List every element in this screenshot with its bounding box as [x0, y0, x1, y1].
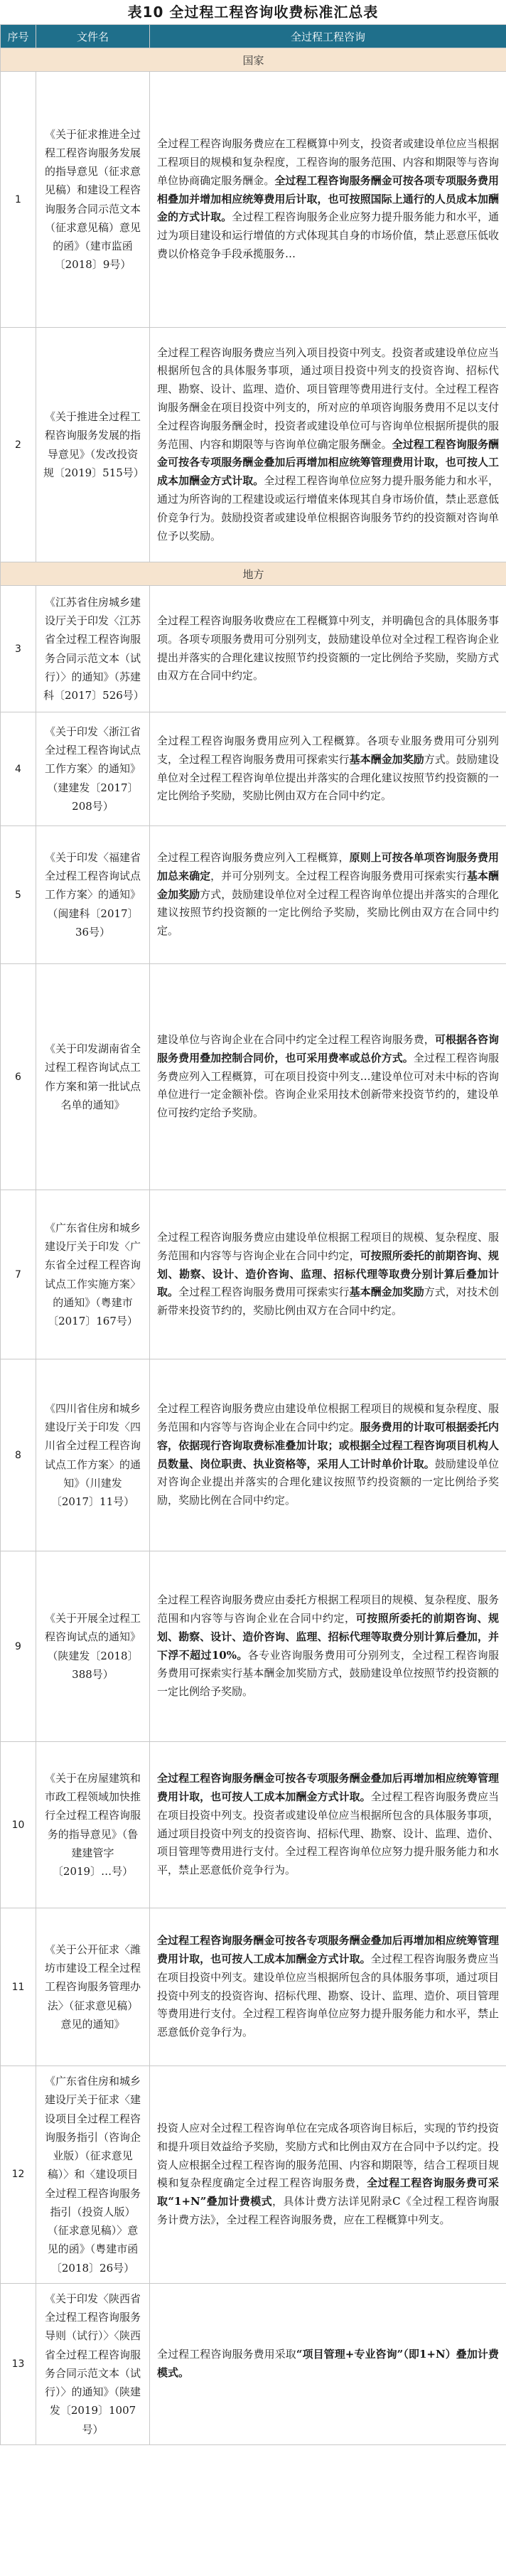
table-body	[1, 48, 506, 2445]
content-text: 鼓励建设单位对咨询企业提出并落实的合理化建议按照节约投资额的一定比例给予奖励，奖励比例在合同中约定。	[157, 1457, 499, 1507]
row-number: 2	[1, 328, 36, 562]
content-text: ，具体计费方法详见附录C《全过程工程咨询服务计费方法》，全过程工程咨询服务费，应在工程概算中列支。	[157, 2195, 499, 2226]
consulting-content	[150, 328, 506, 562]
emphasis-text: 基本酬金加奖励	[349, 752, 424, 766]
content-text: 全过程工程咨询单位应努力提升服务能力和水平，通过为所咨询的工程建设或运行增值来体现其自身市场价值，禁止恶意低价竞争行为。鼓励投资者或建设单位根据咨询服务节约的投资额对咨询单位予以奖励。	[157, 474, 499, 543]
consulting-content	[150, 712, 506, 826]
header-content: 全过程工程咨询	[150, 25, 506, 48]
row-number: 10	[1, 1742, 36, 1908]
content-text: 全过程工程咨询服务费应列入工程概算，可在项目投资中列支…建设单位可对未中标的咨询单位进行一定金额补偿。咨询企业采用技术创新带来投资节约的，建设单位可按约定给予奖励。	[157, 1051, 499, 1120]
consulting-content	[150, 1359, 506, 1551]
content-text: 全过程工程咨询服务酬金在项目投资中列支的，所对应的单项咨询服务费用不足以支付全过程咨询服务酬金时，投资者或建设单位可与咨询单位根据所提供的服务范围、内容和期限等与咨询单位确定服务酬金。	[157, 383, 499, 451]
content-text: 全过程工程咨询服务费应当在项目投资中列支。建设单位应当根据所包含的具体服务事项，通过项目投资中列支的投资咨询、招标代理、勘察、设计、监理、造价、项目管理等费用进行支付。全过程工程咨询单位应努力提升服务能力和水平，禁止恶意低价竞争行为。	[157, 1952, 499, 2039]
table-row	[1, 826, 506, 964]
document-name: 《关于征求推进全过程工程咨询服务发展的指导意见（征求意见稿）和建设工程咨询服务合同示范文本（征求意见稿）意见的函》（建市监函〔2018〕9号）	[36, 72, 150, 328]
document-name: 《关于推进全过程工程咨询服务发展的指导意见》（发改投资规〔2019〕515号）	[36, 328, 150, 562]
emphasis-text: 全过程工程咨询服务费可采取“1+N”叠加计费模式	[157, 2176, 499, 2208]
content-text: 方式，鼓励建设单位对全过程工程咨询单位提出并落实的合理化建议按照节约投资额的一定比例给予奖励，奖励比例由双方在合同中约定。	[157, 887, 499, 938]
content-text: 投资人应对全过程工程咨询单位在完成各项咨询目标后，实现的节约投资和提升项目效益给予奖励，奖励方式和比例由双方在合同中予以约定。投资人应根据全过程工程咨询的服务范围、内容和期限等，结合工程项目规模和复杂程度确定全过程工程咨询服务费，	[157, 2121, 499, 2190]
content-text: 全过程工程咨询服务费应由建设单位根据工程项目的规模、复杂程度、服务范围和内容等与咨询企业在合同中约定，	[157, 1231, 499, 1262]
emphasis-text: “项目管理+专业咨询”（即1+N）叠加计费模式。	[157, 2347, 499, 2379]
content-text: 全过程工程咨询服务企业应努力提升服务能力和水平，通过为项目建设和运行增值的方式体现其自身的市场价值，禁止恶意压低收费以价格竞争手段承揽服务…	[157, 210, 499, 260]
content-text: 全过程工程咨询服务费应由建设单位根据工程项目的规模和复杂程度、服务范围和内容等与咨询企业在合同中约定。	[157, 1402, 499, 1433]
emphasis-text: 可根据各咨询服务费用叠加控制合同价，也可采用费率或总价方式。	[157, 1033, 499, 1064]
document-name: 《关于公开征求〈潍坊市建设工程全过程工程咨询服务管理办法〉（征求意见稿）意见的通知》	[36, 1908, 150, 2066]
content-text: 全过程工程咨询服务费应在工程概算中列支，投资者或建设单位应当根据工程项目的规模和复杂程度，工程咨询的服务范围、内容和期限等与咨询单位协商确定服务酬金。	[157, 137, 499, 187]
document-name: 《关于开展全过程工程咨询试点的通知》（陕建发〔2018〕388号）	[36, 1551, 150, 1742]
content-text: 全过程工程咨询服务费用可探索实行	[178, 1286, 350, 1299]
table-title: 表10 全过程工程咨询收费标准汇总表	[127, 4, 379, 21]
content-text: 全过程工程咨询服务费用采取	[157, 2347, 296, 2361]
header-row	[1, 25, 506, 48]
table-row	[1, 2283, 506, 2444]
consulting-content	[150, 1190, 506, 1359]
row-number: 9	[1, 1551, 36, 1742]
content-text: 全过程工程咨询服务费应当在项目投资中列支。投资者或建设单位应当根据所包含的具体服务事项，通过项目投资中列支的投资咨询、招标代理、勘察、设计、监理、造价、项目管理等费用进行支付。全过程工程咨询单位应努力提升服务能力和水平，禁止恶意低价竞争行为。	[157, 1790, 499, 1877]
emphasis-text: 服务费用的计取可根据委托内容，依据现行咨询取费标准叠加计取；或根据全过程工程咨询项目机构人员数量、岗位职责、执业资格等，采用人工计时单价计取。	[157, 1420, 499, 1470]
consulting-content	[150, 72, 506, 328]
table-row	[1, 328, 506, 562]
row-number: 8	[1, 1359, 36, 1551]
table-row	[1, 586, 506, 712]
row-number: 13	[1, 2283, 36, 2444]
row-number: 11	[1, 1908, 36, 2066]
document-name: 《广东省住房和城乡建设厅关于征求〈建设项目全过程工程咨询服务指引（咨询企业版）（征求意见稿）〉和〈建设项目全过程工程咨询服务指引（投资人版）（征求意见稿）〉意见的函》（粤建市函〔2018〕26号）	[36, 2066, 150, 2284]
consulting-content	[150, 586, 506, 712]
row-number: 12	[1, 2066, 36, 2284]
emphasis-text: 全过程工程咨询服务酬金可按各项专项服务费用相叠加并增加相应统筹费用后计取，也可按照国际上通行的人员成本加酬金的方式计取。	[157, 173, 499, 224]
emphasis-text: 全过程工程咨询服务酬金可按各专项服务酬金叠加后再增加相应统筹管理费用计取，也可按人工成本加酬金方式计取。	[157, 437, 499, 488]
row-number: 4	[1, 712, 36, 826]
table-row	[1, 2066, 506, 2284]
document-name: 《关于印发〈陕西省全过程工程咨询服务导则（试行）〉〈陕西省全过程工程咨询服务合同示范文本（试行）〉的通知》（陕建发〔2019〕1007号）	[36, 2283, 150, 2444]
document-name: 《四川省住房和城乡建设厅关于印发〈四川省全过程工程咨询试点工作方案〉的通知》（川建发〔2017〕11号）	[36, 1359, 150, 1551]
row-number: 1	[1, 72, 36, 328]
content-text: 全过程工程咨询服务费应当列入项目投资中列支。投资者或建设单位应当根据所包含的具体服务事项，通过项目投资中列支的投资咨询、招标代理、勘察、设计、监理、造价、项目管理等费用进行支付。	[157, 346, 499, 396]
content-text: 方式，对技术创新带来投资节约的，奖励比例由双方在合同中约定。	[157, 1286, 499, 1318]
document-name: 《江苏省住房城乡建设厅关于印发〈江苏省全过程工程咨询服务合同示范文本（试行）〉的通知》（苏建科〔2017〕526号）	[36, 586, 150, 712]
content-text: 全过程工程咨询服务费用应列入工程概算。各项专业服务费用可分别列支，全过程工程咨询服务费用可探索实行	[157, 734, 499, 766]
section-label: 国家	[1, 48, 506, 72]
table-row	[1, 1742, 506, 1908]
content-text: ，并可分别列支。全过程工程咨询服务费用可探索实行	[210, 869, 467, 882]
header-num: 序号	[1, 25, 36, 48]
document-name: 《关于印发湖南省全过程工程咨询试点工作方案和第一批试点名单的通知》	[36, 964, 150, 1190]
content-text: 全过程工程咨询服务费应列入工程概算，	[157, 851, 350, 864]
row-number: 5	[1, 826, 36, 964]
consulting-content	[150, 964, 506, 1190]
content-text: 方式。鼓励建设单位对全过程工程咨询单位提出并落实的合理化建议按照节约投资额的一定比例给予奖励，奖励比例由双方在合同中约定。	[157, 752, 499, 803]
document-name: 《广东省住房和城乡建设厅关于印发〈广东省全过程工程咨询试点工作实施方案〉的通知》（粤建市〔2017〕167号）	[36, 1190, 150, 1359]
emphasis-text: 基本酬金加奖励	[349, 1286, 424, 1299]
emphasis-text: 原则上可按各单项咨询服务费用加总来确定	[157, 851, 499, 882]
fee-standard-table	[0, 24, 506, 2445]
table-row	[1, 1551, 506, 1742]
content-text: 建设单位与咨询企业在合同中约定全过程工程咨询服务费，	[157, 1033, 435, 1046]
emphasis-text: 可按照所委托的前期咨询、规划、勘察、设计、造价咨询、监理、招标代理等取费分别计算后叠加，并下浮不超过10%。	[157, 1611, 499, 1662]
consulting-content	[150, 1551, 506, 1742]
table-row	[1, 72, 506, 328]
consulting-content	[150, 1742, 506, 1908]
table-row	[1, 964, 506, 1190]
document-name: 《关于印发〈浙江省全过程工程咨询试点工作方案〉的通知》（建建发〔2017〕208号）	[36, 712, 150, 826]
table-row	[1, 712, 506, 826]
emphasis-text: 全过程工程咨询服务酬金可按各专项服务酬金叠加后再增加相应统筹管理费用计取，也可按人工成本加酬金方式计取。	[157, 1772, 499, 1803]
header-doc: 文件名	[36, 25, 150, 48]
emphasis-text: 基本酬金加奖励	[157, 869, 499, 901]
row-number: 6	[1, 964, 36, 1190]
row-number: 3	[1, 586, 36, 712]
consulting-content	[150, 826, 506, 964]
section-label: 地方	[1, 562, 506, 586]
section-row	[1, 48, 506, 72]
section-row	[1, 562, 506, 586]
content-text: 各专业咨询服务费用可分别列支，全过程工程咨询服务费用可探索实行基本酬金加奖励方式，鼓励建设单位按照节约投资额的一定比例给予奖励。	[157, 1648, 499, 1699]
document-name: 《关于在房屋建筑和市政工程领域加快推行全过程工程咨询服务的指导意见》（鲁建建管字〔2019〕…号）	[36, 1742, 150, 1908]
content-text: 全过程工程咨询服务收费应在工程概算中列支，并明确包含的具体服务事项。各项专项服务费用可分别列支，鼓励建设单位对全过程工程咨询企业提出并落实的合理化建议按照节约投资额的一定比例给予奖励，奖励方式由双方在合同中约定。	[157, 614, 499, 683]
document-name: 《关于印发〈福建省全过程工程咨询试点工作方案〉的通知》（闽建科〔2017〕36号）	[36, 826, 150, 964]
table-row	[1, 1359, 506, 1551]
consulting-content	[150, 2066, 506, 2284]
row-number: 7	[1, 1190, 36, 1359]
consulting-content	[150, 1908, 506, 2066]
table-row	[1, 1908, 506, 2066]
emphasis-text: 可按照所委托的前期咨询、规划、勘察、设计、造价咨询、监理、招标代理等取费分别计算后叠加计取。	[157, 1249, 499, 1299]
table-row	[1, 1190, 506, 1359]
consulting-content	[150, 2283, 506, 2444]
content-text: 全过程工程咨询服务费应由委托方根据工程项目的规模、复杂程度、服务范围和内容等与咨询企业在合同中约定，	[157, 1593, 499, 1625]
emphasis-text: 全过程工程咨询服务酬金可按各专项服务酬金叠加后再增加相应统筹管理费用计取，也可按人工成本加酬金方式计取。	[157, 1934, 499, 1965]
